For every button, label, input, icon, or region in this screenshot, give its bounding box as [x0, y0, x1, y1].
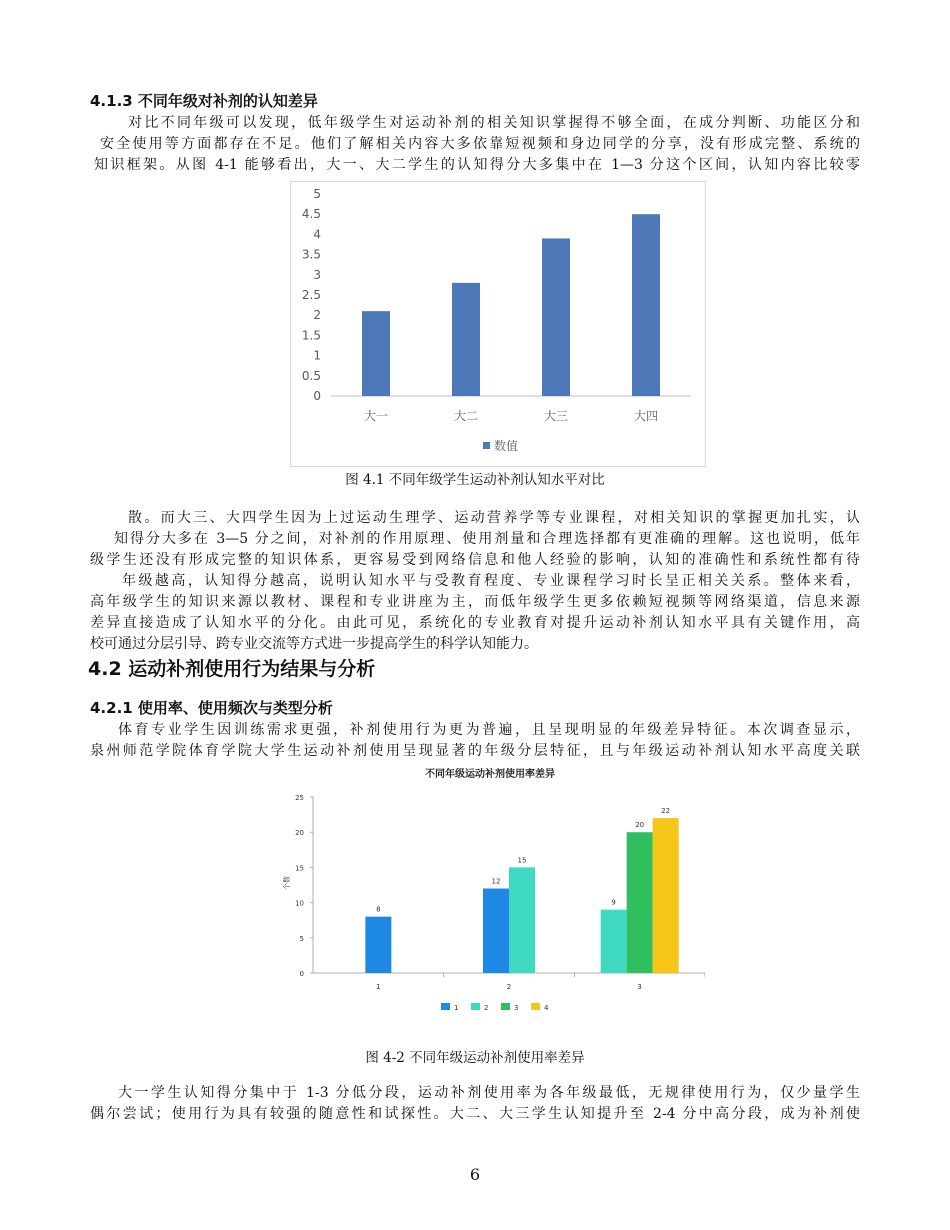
bar: [365, 917, 391, 973]
legend-swatch: [531, 1003, 540, 1010]
figure-4-2-svg: [275, 765, 705, 1030]
y-tick-label: 2.5: [301, 288, 321, 302]
y-tick-label: 10: [295, 899, 304, 908]
bar: [601, 910, 627, 973]
legend-swatch: [501, 1003, 510, 1010]
data-label: 12: [491, 877, 501, 886]
x-tick-label: 3: [637, 983, 642, 991]
bar: [483, 889, 509, 973]
x-tick-label: 大一: [363, 409, 389, 423]
paragraph-line: 偶尔尝试；使用行为具有较强的随意性和试探性。大二、大三学生认知提升至 2-4 分中高分段，成为补剂使: [90, 1106, 860, 1122]
figure-4-1-svg: [291, 182, 705, 466]
y-tick-label: 2: [313, 308, 321, 323]
y-tick-label: 3.5: [301, 247, 321, 262]
y-tick-label: 1: [313, 348, 321, 363]
y-tick-label: 4.5: [301, 207, 321, 222]
page-number: 6: [469, 1165, 481, 1184]
legend-label: 3: [514, 1004, 519, 1012]
y-tick-label: 0: [313, 389, 321, 403]
paragraph-line: 知识框架。从图 4-1 能够看出，大一、大二学生的认知得分大多集中在 1—3 分这个区间，认知内容比较零: [94, 157, 860, 173]
y-tick-label: 15: [295, 864, 304, 873]
data-label: 15: [517, 856, 527, 865]
legend-swatch: [441, 1003, 450, 1010]
section-heading-4-2-1: 4.2.1 使用率、使用频次与类型分析: [90, 699, 333, 717]
data-label: 22: [661, 807, 671, 816]
x-tick-label: 大四: [633, 409, 659, 423]
paragraph-line: 高年级学生的知识来源以教材、课程和专业讲座为主，而低年级学生更多依赖短视频等网络渠道，信息来源: [90, 594, 860, 610]
paragraph-3: [90, 720, 860, 762]
paragraph-line: 大一学生认知得分集中于 1-3 分低分段，运动补剂使用率为各年级最低，无规律使用行为，仅少量学生: [118, 1085, 860, 1101]
bar: [509, 867, 535, 973]
paragraph-line: 校可通过分层引导、跨专业交流等方式进一步提高学生的科学认知能力。: [90, 636, 538, 652]
y-tick-label: 5: [313, 187, 321, 201]
paragraph-line: 级学生还没有形成完整的知识体系，更容易受到网络信息和他人经验的影响，认知的准确性和系统性都有待: [90, 552, 860, 568]
y-tick-label: 3: [313, 267, 321, 282]
bar: [452, 283, 480, 396]
bar: [627, 832, 653, 973]
legend-label: 1: [454, 1004, 459, 1012]
chart-title: 不同年级运动补剂使用率差异: [425, 769, 555, 780]
y-tick-label: 25: [295, 794, 304, 802]
y-tick-label: 4: [313, 227, 321, 242]
legend-label: 2: [484, 1004, 489, 1012]
figure-4-2-caption: 图 4-2 不同年级运动补剂使用率差异: [365, 1050, 585, 1066]
x-tick-label: 1: [376, 983, 381, 991]
section-heading-4-1-3: 4.1.3 不同年级对补剂的认知差异: [90, 92, 318, 110]
paragraph-line: 对比不同年级可以发现，低年级学生对运动补剂的相关知识掌握得不够全面，在成分判断、功能区分和: [128, 115, 860, 131]
legend-swatch: [471, 1003, 480, 1010]
x-tick-label: 大三: [543, 409, 569, 423]
paragraph-line: 年级越高，认知得分越高，说明认知水平与受教育程度、专业课程学习时长呈正相关关系。整体来看，: [122, 573, 860, 589]
bar: [542, 238, 570, 396]
figure-4-1-chart: [290, 181, 706, 467]
x-tick-label: 2: [506, 983, 512, 991]
paragraph-1: [90, 113, 860, 176]
y-tick-label: 20: [295, 829, 304, 838]
y-tick-label: 0: [299, 970, 304, 978]
data-label: 20: [635, 821, 645, 830]
paragraph-line: 散。而大三、大四学生因为上过运动生理学、运动营养学等专业课程，对相关知识的掌握更加扎实，认: [128, 510, 860, 526]
figure-4-2-chart: [275, 765, 705, 1030]
section-heading-4-2: 4.2 运动补剂使用行为结果与分析: [88, 658, 376, 680]
bar: [653, 818, 679, 973]
paragraph-line: 知得分大多在 3—5 分之间，对补剂的作用原理、使用剂量和合理选择都有更准确的理解。这也说明，低年: [114, 531, 860, 547]
y-tick-label: 0.5: [301, 368, 321, 383]
paragraph-2: [90, 508, 860, 655]
y-tick-label: 5: [299, 934, 304, 943]
data-label: 8: [376, 905, 381, 914]
legend-label: 4: [544, 1004, 549, 1012]
paragraph-line: 泉州师范学院体育学院大学生运动补剂使用呈现显著的年级分层特征，且与年级运动补剂认知水平高度关联: [90, 743, 860, 759]
paragraph-line: 安全使用等方面都存在不足。他们了解相关内容大多依靠短视频和身边同学的分享，没有形成完整、系统的: [100, 136, 860, 152]
paragraph-4: [90, 1083, 860, 1125]
paragraph-line: 体育专业学生因训练需求更强，补剂使用行为更为普遍，且呈现明显的年级差异特征。本次调查显示，: [118, 722, 860, 738]
paragraph-line: 差异直接造成了认知水平的分化。由此可见，系统化的专业教育对提升运动补剂认知水平具有关键作用，高: [90, 615, 860, 631]
figure-4-1-caption: 图 4.1 不同年级学生运动补剂认知水平对比: [345, 472, 605, 488]
x-tick-label: 大二: [453, 409, 479, 423]
data-label: 9: [611, 898, 616, 907]
y-axis-label: 个数: [283, 876, 291, 890]
bar: [362, 311, 390, 396]
y-tick-label: 1.5: [301, 328, 321, 343]
bar: [632, 214, 660, 396]
legend-swatch: [483, 442, 490, 449]
legend-label: 数值: [494, 439, 519, 453]
